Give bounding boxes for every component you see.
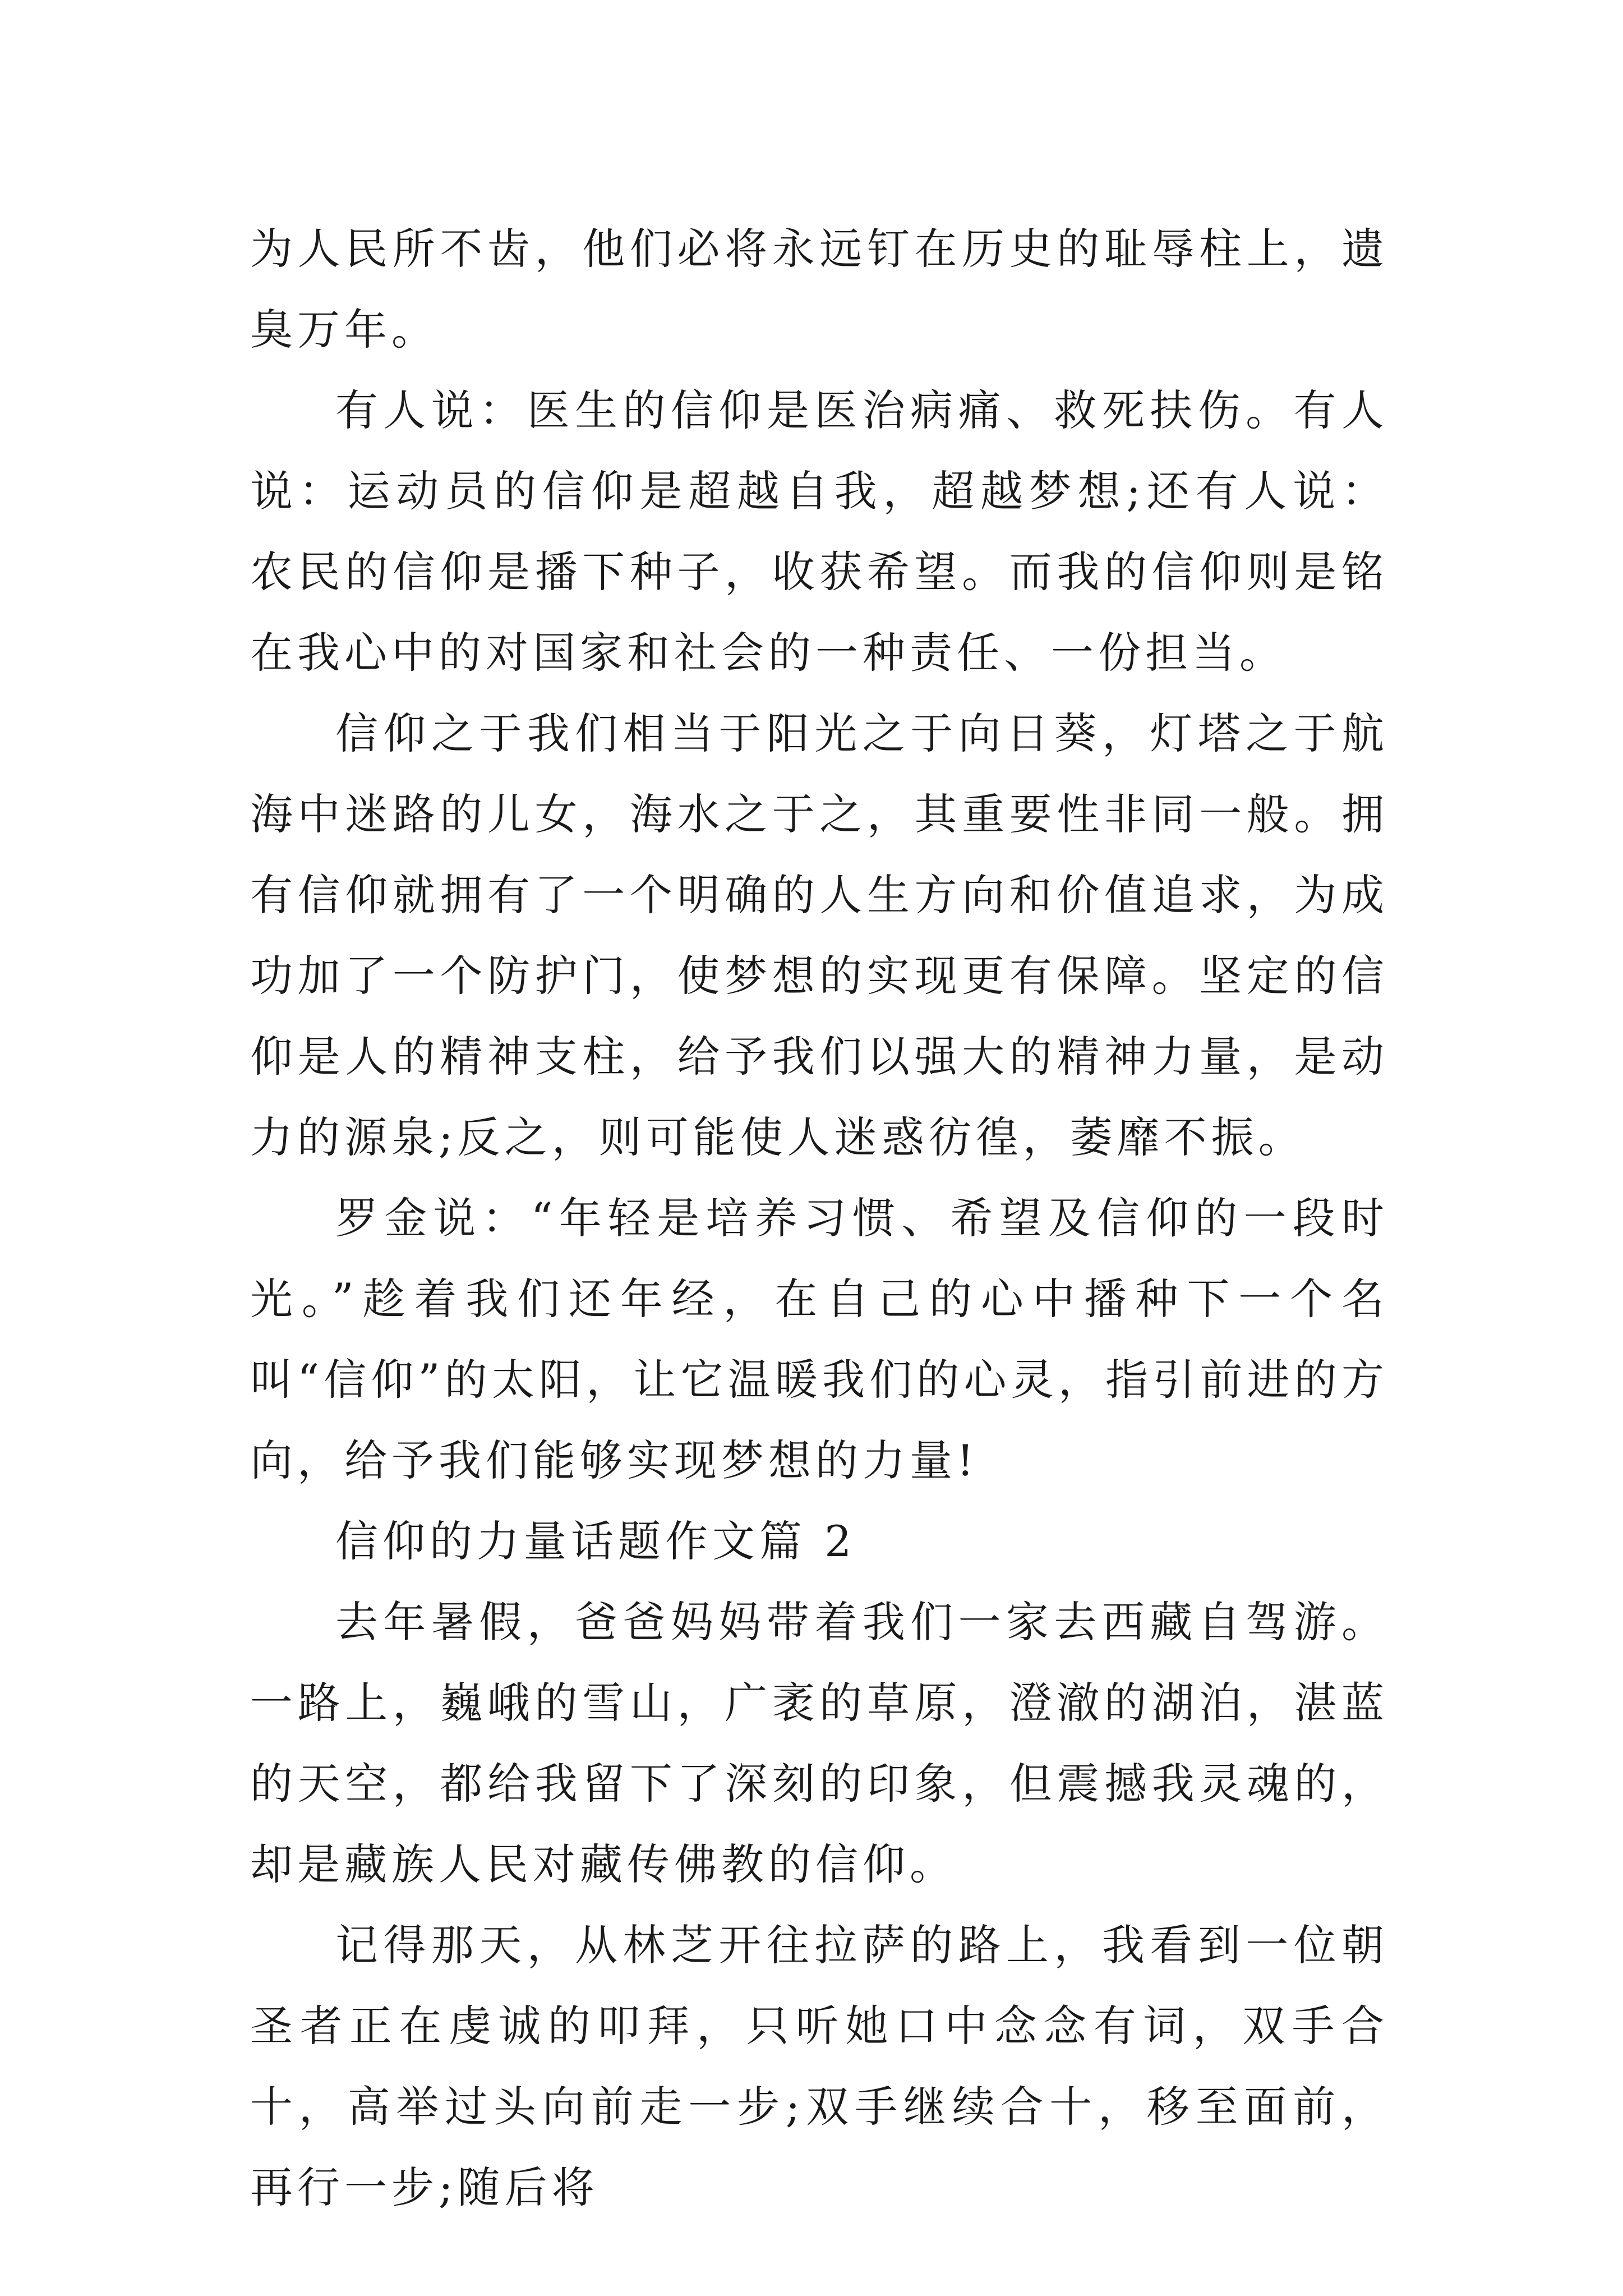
document-body	[250, 209, 1389, 2228]
section-heading: 信仰的力量话题作文篇 2	[335, 1516, 856, 1566]
paragraph-continuation: 为人民所不齿，他们必将永远钉在历史的耻辱柱上，遗臭万年。	[250, 224, 1389, 355]
paragraph-pilgrim: 记得那天，从林芝开往拉萨的路上，我看到一位朝圣者正在虔诚的叩拜，只听她口中念念有词，双手合十，高举过头向前走一步;双手继续合十，移至面前，再行一步;随后将	[250, 1920, 1389, 2212]
paragraph-beliefs: 有人说：医生的信仰是医治病痛、救死扶伤。有人说：运动员的信仰是超越自我，超越梦想;还有人说：农民的信仰是播下种子，收获希望。而我的信仰则是铭在我心中的对国家和社会的一种责任、一份担当。	[250, 385, 1389, 678]
paragraph-ruskin-quote: 罗金说：“年轻是培养习惯、希望及信仰的一段时光。”趁着我们还年经，在自己的心中播种下一个名叫“信仰”的太阳，让它温暖我们的心灵，指引前进的方向，给予我们能够实现梦想的力量!	[250, 1193, 1389, 1485]
paragraph-faith-importance: 信仰之于我们相当于阳光之于向日葵，灯塔之于航海中迷路的儿女，海水之于之，其重要性非同一般。拥有信仰就拥有了一个明确的人生方向和价值追求，为成功加了一个防护门，使梦想的实现更有保障。坚定的信仰是人的精神支柱，给予我们以强大的精神力量，是动力的源泉;反之，则可能使人迷惑彷徨，萎靡不振。	[250, 708, 1389, 1162]
paragraph-tibet-trip: 去年暑假，爸爸妈妈带着我们一家去西藏自驾游。一路上，巍峨的雪山，广袤的草原，澄澈的湖泊，湛蓝的天空，都给我留下了深刻的印象，但震撼我灵魂的，却是藏族人民对藏传佛教的信仰。	[250, 1597, 1389, 1889]
